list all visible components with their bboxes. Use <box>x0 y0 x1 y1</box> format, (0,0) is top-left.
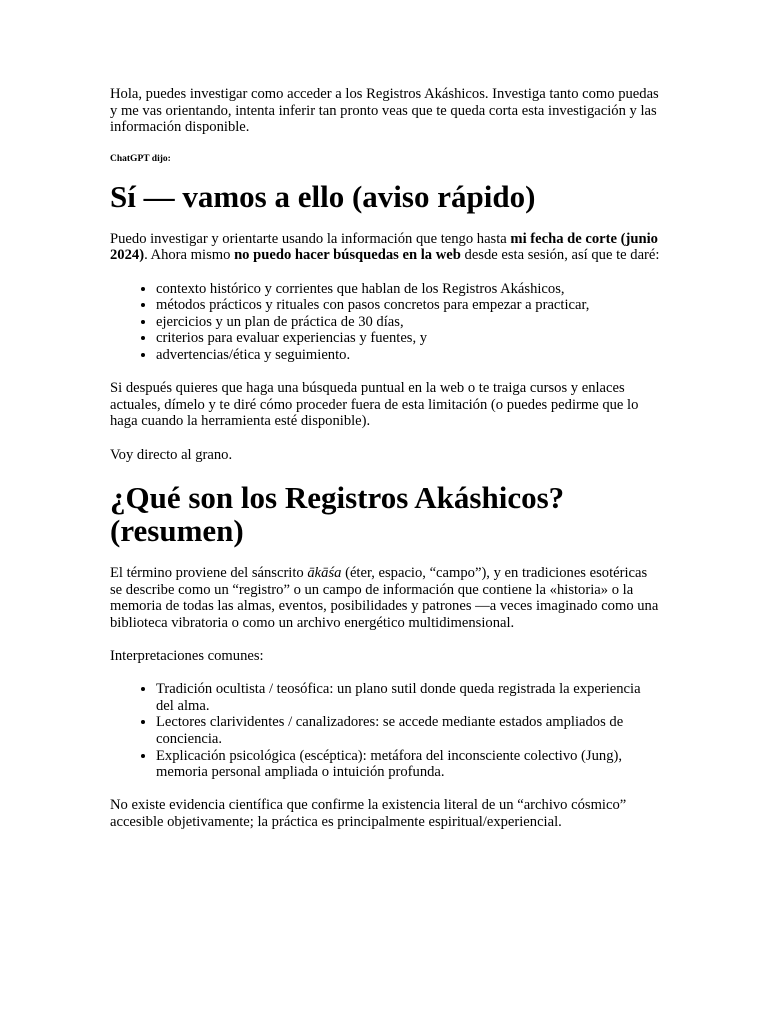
search-paragraph: Si después quieres que haga una búsqueda puntual en la web o te traiga cursos y enlaces actuales, dímelo y te diré cómo proceder fuera de esta limitación (o puedes pedirme que lo haga cuando la herramienta esté disponible). <box>110 380 639 430</box>
interpretations-list <box>110 681 660 781</box>
heading-quick-notice: Sí — vamos a ello (aviso rápido) <box>110 178 536 214</box>
evidence-paragraph: No existe evidencia científica que confirme la existencia literal de un “archivo cósmico” accesible objetivamente; la práctica es principalmente espiritual/experiencial. <box>110 797 627 830</box>
intro-bold-no-web: no puedo hacer búsquedas en la web <box>234 247 461 264</box>
list-item: • métodos prácticos y rituales con pasos concretos para empezar a practicar, <box>156 297 660 314</box>
document-page <box>110 86 660 831</box>
list-item: • Explicación psicológica (escéptica): metáfora del inconsciente colectivo (Jung), memoria personal ampliada o intuición profunda. <box>156 748 660 781</box>
offer-list <box>110 281 660 364</box>
intro-text-2: . Ahora mismo <box>144 247 235 264</box>
list-item: • ejercicios y un plan de práctica de 30 días, <box>156 314 660 331</box>
list-item: • criterios para evaluar experiencias y fuentes, y <box>156 330 660 347</box>
term-text-2: (éter, espacio, “campo”), y en tradiciones esotéricas se describe como un “registro” o un campo de información que contiene la «historia» o la memoria de todas las almas, eventos, posibilidades y patrones —a veces imaginado como una biblioteca vibratoria o como un archivo energético multidimensional. <box>110 565 659 631</box>
intro-bold-cutoff: mi fecha de corte (junio 2024) <box>110 230 658 264</box>
term-italic-akasa: ākāśa <box>307 565 342 582</box>
speaker-label: ChatGPT dijo: <box>110 153 171 164</box>
intro-paragraph <box>110 231 660 264</box>
term-paragraph <box>110 565 660 631</box>
direct-paragraph: Voy directo al grano. <box>110 446 233 463</box>
interpretations-label: Interpretaciones comunes: <box>110 648 264 665</box>
intro-text-1: Puedo investigar y orientarte usando la información que tengo hasta <box>110 230 511 247</box>
user-question: Hola, puedes investigar como acceder a los Registros Akáshicos. Investiga tanto como puedas y me vas orientando, intenta inferir tan pronto veas que te queda corta esta investigación y las información disponible. <box>110 86 659 136</box>
term-text-1: El término proviene del sánscrito <box>110 565 308 582</box>
list-item: • Tradición ocultista / teosófica: un plano sutil donde queda registrada la experiencia del alma. <box>156 681 660 714</box>
list-item: • advertencias/ética y seguimiento. <box>156 347 660 364</box>
intro-text-3: desde esta sesión, así que te daré: <box>460 247 660 264</box>
heading-what-are-records: ¿Qué son los Registros Akáshicos? (resumen) <box>110 480 565 549</box>
list-item: • contexto histórico y corrientes que hablan de los Registros Akáshicos, <box>156 281 660 298</box>
list-item: • Lectores clarividentes / canalizadores: se accede mediante estados ampliados de conciencia. <box>156 714 660 747</box>
